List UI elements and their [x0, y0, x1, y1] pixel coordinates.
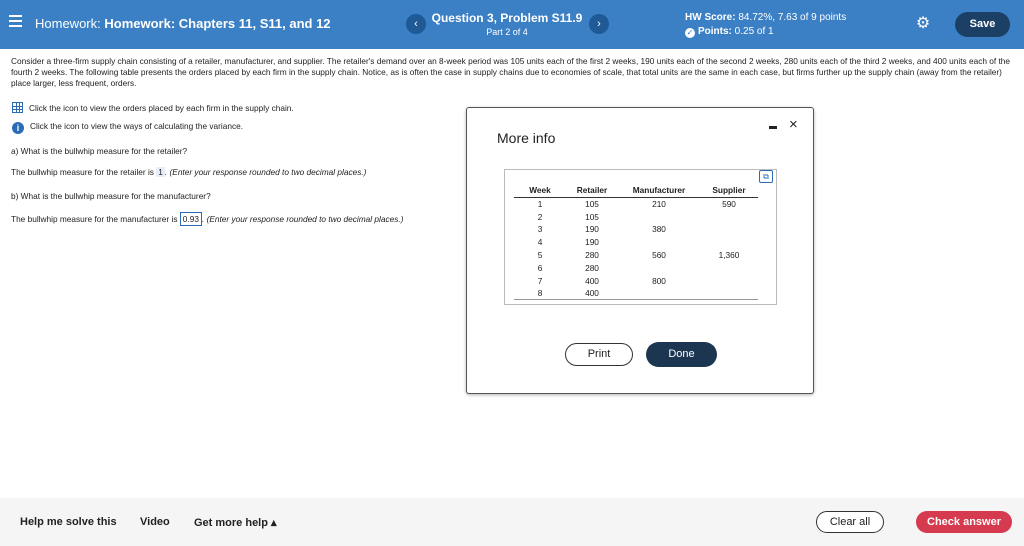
orders-link[interactable] [12, 102, 294, 113]
save-button[interactable]: Save [955, 12, 1010, 37]
hw-score-value: 84.72%, 7.63 of 9 points [738, 12, 847, 23]
table-cell: 6 [537, 262, 543, 273]
top-bar [0, 0, 1024, 49]
footer-bar [0, 498, 1024, 546]
table-cell [700, 236, 758, 249]
table-cell: 280 [585, 262, 599, 273]
question-part: Part 2 of 4 [486, 27, 528, 37]
orders-link-label: Click the icon to view the orders placed by each firm in the supply chain. [29, 103, 294, 113]
table-cell [618, 236, 700, 249]
table-row [514, 210, 758, 223]
minimize-icon[interactable] [769, 126, 777, 129]
answer-b-hint: . (Enter your response rounded to two decimal places.) [201, 214, 404, 224]
copy-icon[interactable]: ⧉ [759, 170, 773, 183]
problem-text: Consider a three-firm supply chain consisting of a retailer, manufacturer, and supplier. The retailer's demand over an 8-week period was 105 units each of the first 2 weeks, 190 units each of the second 2 weeks, 280 units each of the third 2 weeks, and 400 units each of the fourth 2 weeks. The following table presents the orders placed by each firm in the supply chain. Notice, as is often the case in supply chains due to economies of scale, that total units are the same in each case, but firms further up the supply chain (away from the retailer) place larger, less frequent, orders. [11, 56, 1011, 88]
answer-a-value[interactable]: 1 [158, 167, 163, 177]
table-cell: 1 [537, 199, 543, 210]
clear-all-button[interactable]: Clear all [816, 511, 884, 533]
chevron-left-icon: ‹ [414, 18, 418, 30]
table-cell: 400 [585, 275, 599, 286]
points-icon: ✓ [686, 28, 694, 37]
menu-icon[interactable] [9, 15, 22, 27]
table-cell [700, 287, 758, 300]
points [685, 26, 774, 38]
variance-link[interactable] [12, 121, 243, 134]
question-b: b) What is the bullwhip measure for the manufacturer? [11, 191, 211, 201]
dialog-title: More info [497, 130, 556, 146]
table-cell: 280 [585, 250, 599, 261]
table-row [514, 274, 758, 287]
table-cell: 105 [585, 199, 599, 210]
table-cell: 190 [585, 237, 599, 248]
table-row [514, 261, 758, 274]
points-value: 0.25 of 1 [734, 26, 774, 37]
table-cell [618, 210, 700, 223]
table-cell [700, 210, 758, 223]
table-cell: 105 [585, 211, 599, 222]
points-label: Points: [698, 26, 732, 37]
homework-name: Homework: Chapters 11, S11, and 12 [104, 16, 331, 31]
homework-title [35, 16, 331, 31]
orders-table-container [504, 169, 777, 305]
close-icon[interactable]: × [789, 116, 798, 133]
table-cell: 380 [652, 224, 666, 235]
question-a: a) What is the bullwhip measure for the retailer? [11, 146, 188, 156]
table-cell: 590 [722, 199, 736, 210]
table-cell: 800 [652, 275, 666, 286]
table-cell [618, 261, 700, 274]
info-icon[interactable]: i [12, 122, 24, 134]
table-row [514, 198, 758, 211]
table-cell [700, 274, 758, 287]
video-link[interactable]: Video [140, 516, 170, 528]
done-button[interactable]: Done [646, 342, 717, 367]
answer-a-prefix: The bullwhip measure for the retailer is [11, 167, 154, 177]
table-icon[interactable] [12, 102, 23, 113]
help-me-solve-link[interactable]: Help me solve this [20, 516, 117, 528]
table-cell: 560 [652, 250, 666, 261]
get-more-help-link[interactable]: Get more help ▴ [194, 517, 277, 529]
table-cell: 7 [537, 275, 543, 286]
hw-score [685, 12, 846, 23]
next-question-button[interactable] [589, 14, 609, 34]
question-title: Question 3, Problem S11.9 [431, 11, 583, 25]
table-cell: 1,360 [718, 250, 740, 261]
column-header: Retailer [566, 185, 618, 198]
table-cell: 400 [566, 287, 618, 300]
table-cell: 8 [514, 287, 566, 300]
check-answer-button[interactable]: Check answer [916, 511, 1012, 533]
print-button[interactable]: Print [565, 343, 633, 366]
table-cell [700, 223, 758, 236]
table-cell [700, 261, 758, 274]
table-cell: 4 [537, 237, 543, 248]
table-row [514, 287, 758, 300]
variance-link-label: Click the icon to view the ways of calculating the variance. [30, 121, 244, 131]
gear-icon[interactable]: ⚙ [915, 15, 931, 32]
column-header: Week [514, 185, 566, 198]
table-row [514, 236, 758, 249]
answer-b-input[interactable]: 0.93 [180, 212, 202, 226]
table-row [514, 223, 758, 236]
table-cell [618, 287, 700, 300]
table-cell: 2 [537, 211, 543, 222]
more-info-dialog [466, 107, 814, 394]
answer-a-line [11, 167, 366, 177]
table-cell: 190 [585, 224, 599, 235]
homework-prefix: Homework: [35, 16, 101, 31]
answer-b-line [11, 212, 404, 226]
hw-score-label: HW Score: [685, 12, 736, 23]
column-header: Supplier [700, 185, 758, 198]
answer-a-hint: . (Enter your response rounded to two decimal places.) [164, 167, 367, 177]
table-cell: 210 [652, 199, 666, 210]
table-cell: 3 [537, 224, 543, 235]
answer-b-prefix: The bullwhip measure for the manufacturer is [11, 214, 178, 224]
table-row [514, 249, 758, 262]
chevron-right-icon: › [597, 18, 601, 30]
table-cell: 5 [537, 250, 543, 261]
orders-table [514, 185, 758, 300]
column-header: Manufacturer [618, 185, 700, 198]
